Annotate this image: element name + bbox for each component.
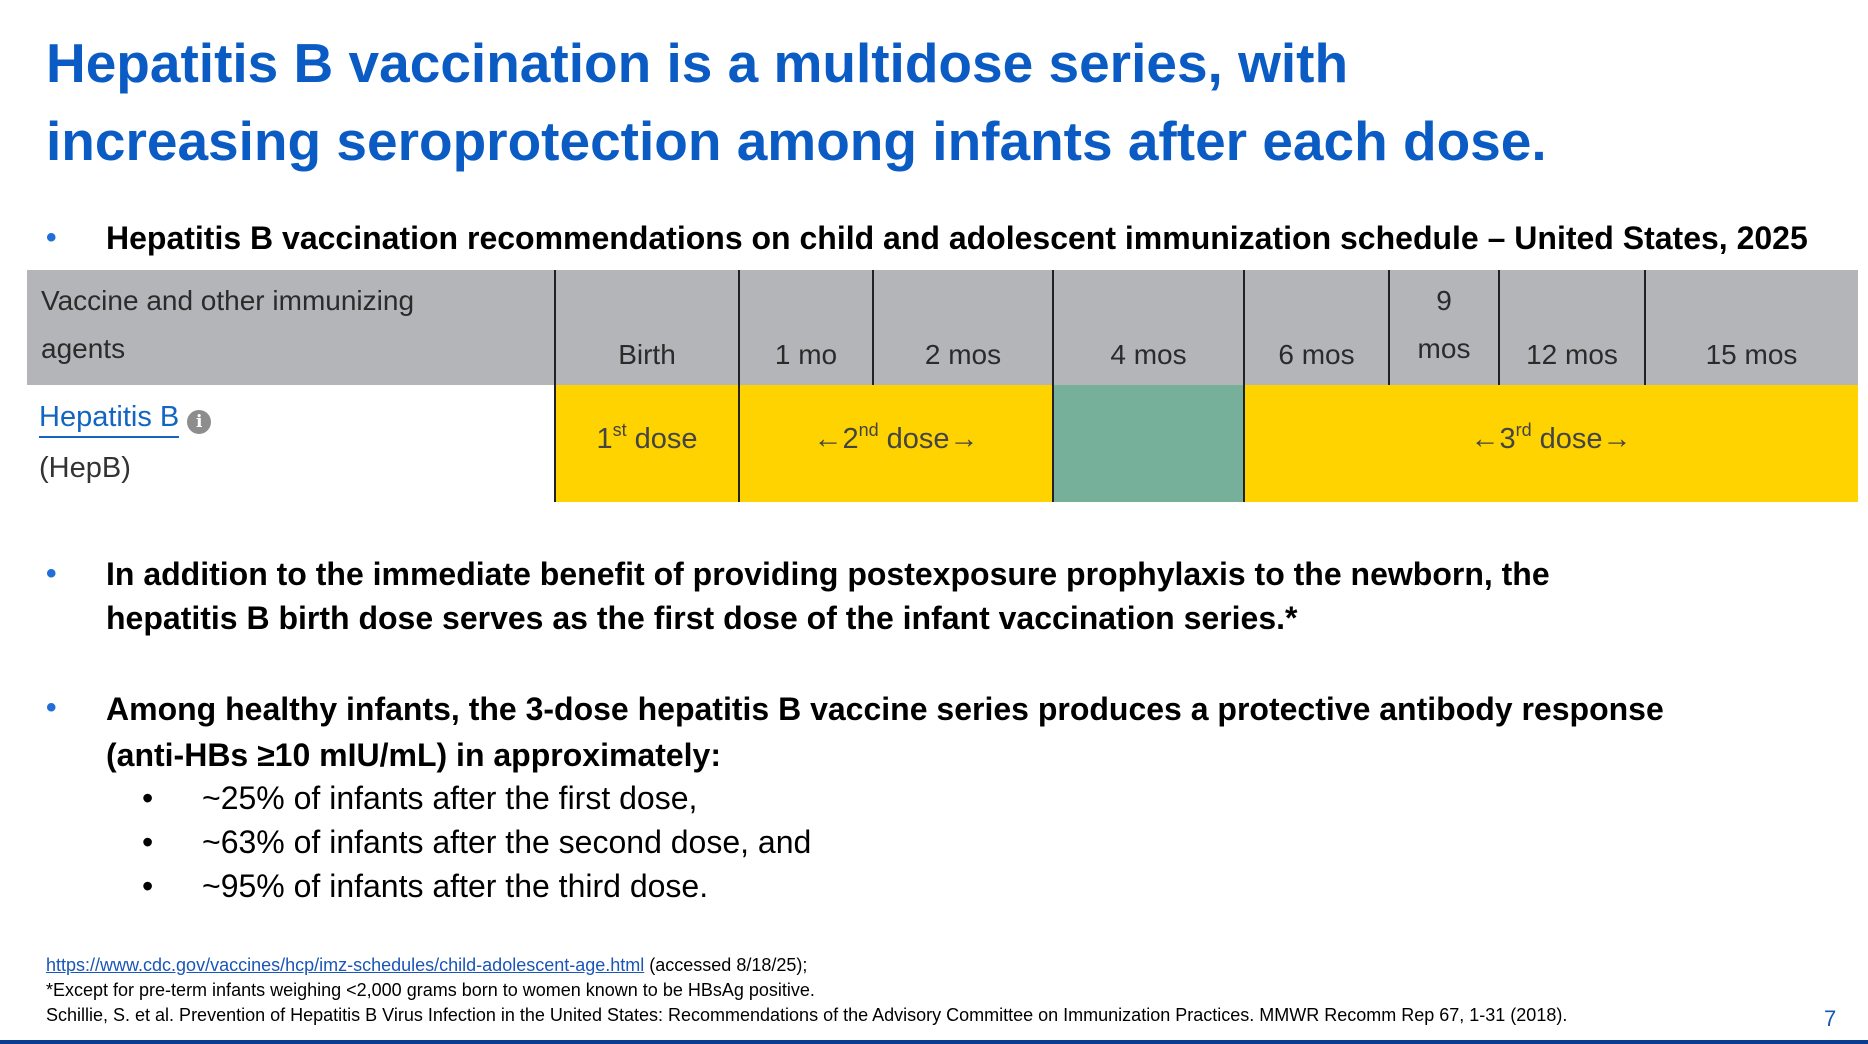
bottom-accent-bar [0,1040,1868,1044]
header-2-mos: 2 mos [924,339,1002,370]
accessed-date: (accessed 8/18/25); [644,955,808,975]
footnote-preterm: *Except for pre-term infants weighing <2,000 grams born to women known to be HBsAg positive. [46,980,815,1000]
cdc-schedule-link[interactable]: https://www.cdc.gov/vaccines/hcp/imz-schedules/child-adolescent-age.html [46,955,645,975]
hepb-row-label [39,401,211,485]
bullet-antibody-line2: (anti-HBs ≥10 mIU/mL) in approximately: [106,737,721,773]
no-dose-4-mos-cell [1053,385,1244,502]
bullet-birth-dose-line1: In addition to the immediate benefit of providing postexposure prophylaxis to the newborn, the [106,556,1550,592]
hepb-schedule-table [27,270,1858,502]
header-9-mos [1389,270,1499,385]
slide-title-line1: Hepatitis B vaccination is a multidose series, with [46,32,1349,94]
header-vaccine-agents-line1: Vaccine and other immunizing [41,285,415,316]
header-9-mos-top: 9 [1436,285,1452,316]
dose-1-cell [555,385,739,502]
bullet-dot: • [46,221,57,254]
header-vaccine-agents [27,270,555,385]
grid-line [1644,270,1646,385]
bullet-birth-dose-line2: hepatitis B birth dose serves as the first dose of the infant vaccination series.* [106,600,1298,636]
header-12-mos: 12 mos [1526,339,1618,370]
info-icon[interactable]: i [187,410,211,434]
grid-line [738,270,740,502]
bullet-schedule-text: Hepatitis B vaccination recommendations on child and adolescent immunization schedule – United States, 2025 [106,220,1808,256]
bullet-dot: • [46,557,57,590]
header-6-mos: 6 mos [1278,339,1355,370]
bullet-antibody-line1: Among healthy infants, the 3-dose hepatitis B vaccine series produces a protective antibody response [106,691,1664,727]
slide-title-line2: increasing seroprotection among infants after each dose. [46,110,1547,172]
citation-schillie: Schillie, S. et al. Prevention of Hepatitis B Virus Infection in the United States: Recommendations of the Advisory Committee on Immunization Practices. MMWR Recomm Rep 67, 1-31 (2018). [46,1005,1568,1025]
header-4-mos: 4 mos [1110,339,1187,370]
grid-line [1052,270,1054,502]
header-15-mos: 15 mos [1705,339,1798,370]
references [46,953,1567,1028]
header-9-mos-bottom: mos [1417,333,1471,364]
grid-line [554,270,556,502]
bullet-dot: • [46,691,57,724]
header-birth: Birth [618,339,676,370]
grid-line [1498,270,1500,385]
dose-2-label: ←2nd dose→ [813,420,979,455]
header-vaccine-agents-line2: agents [41,333,126,364]
hepb-abbreviation: (HepB) [39,452,131,484]
grid-line [872,270,874,385]
grid-line [1243,270,1245,502]
dose-2-cell [739,385,1053,502]
dose-1-label: 1st dose [596,420,698,455]
header-1-mo: 1 mo [774,339,838,370]
hepatitis-b-link[interactable]: Hepatitis B [39,401,179,438]
slide-title [46,24,1746,180]
page-number: 7 [1824,1006,1837,1031]
dose-3-cell [1244,385,1858,502]
grid-line [1388,270,1390,385]
dose-3-label: ←3rd dose→ [1470,420,1632,455]
